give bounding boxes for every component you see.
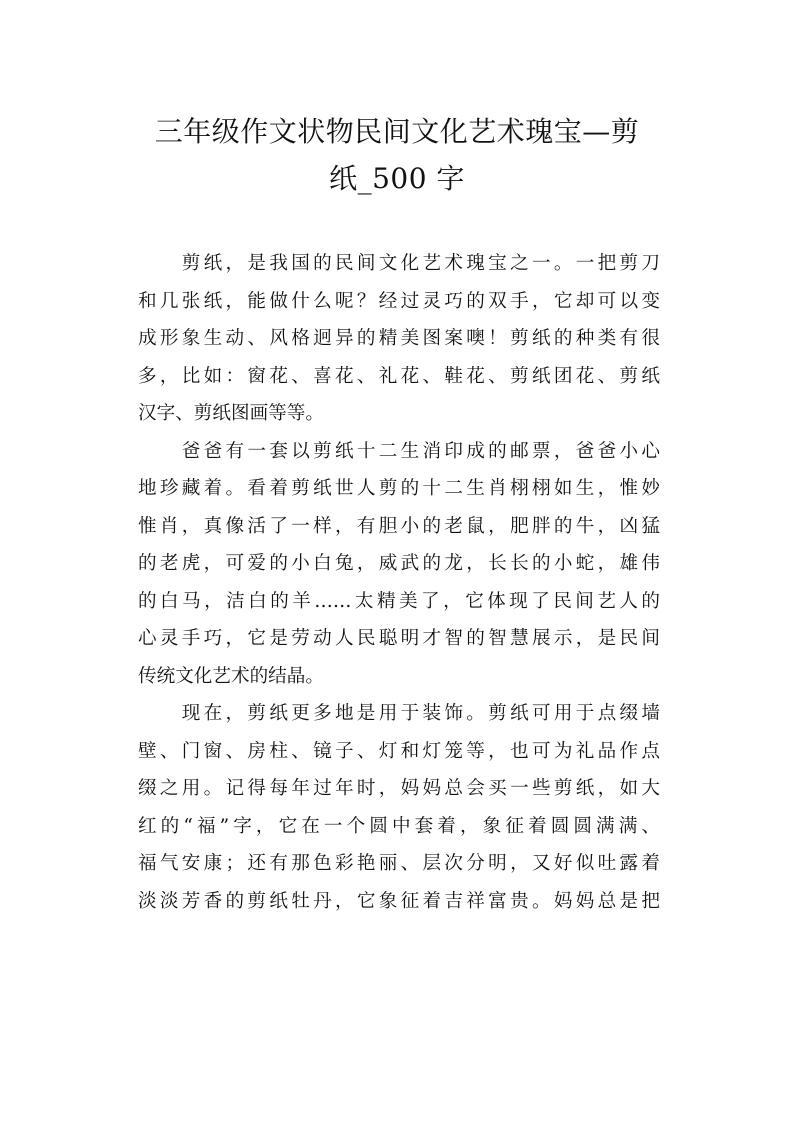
text-line: 汉字、剪纸图画等等。 bbox=[138, 403, 324, 424]
text-line: 多，比如：窗花、喜花、礼花、鞋花、剪纸团花、剪纸 bbox=[138, 365, 660, 387]
document-body bbox=[138, 245, 660, 920]
text-line: 地珍藏着。看着剪纸世人剪的十二生肖栩栩如生，惟妙 bbox=[138, 478, 660, 499]
text-line: 爸爸有一套以剪纸十二生消印成的邮票，爸爸小心 bbox=[138, 440, 660, 462]
text-line: 惟肖，真像活了一样，有胆小的老鼠，肥胖的牛，凶猛 bbox=[138, 515, 660, 537]
text-line: 和几张纸，能做什么呢？经过灵巧的双手，它却可以变 bbox=[138, 290, 660, 312]
document-title bbox=[120, 108, 674, 202]
text-line: 传统文化艺术的结晶。 bbox=[138, 665, 324, 687]
paragraph-2 bbox=[138, 433, 660, 696]
text-line: 的白马，洁白的羊……太精美了，它体现了民间艺人的 bbox=[138, 590, 660, 612]
title-line-1: 三年级作文状物民间文化艺术瑰宝—剪 bbox=[154, 115, 640, 148]
text-line: 剪纸，是我国的民间文化艺术瑰宝之一。一把剪刀 bbox=[138, 253, 660, 274]
text-line: 心灵手巧，它是劳动人民聪明才智的智慧展示，是民间 bbox=[138, 628, 660, 649]
text-line: 福气安康；还有那色彩艳丽、层次分明，又好似吐露着 bbox=[138, 853, 660, 874]
text-line: 红的“福”字，它在一个圆中套着，象征着圆圆满满、 bbox=[138, 815, 660, 837]
paragraph-3 bbox=[138, 695, 660, 920]
text-line: 壁、门窗、房柱、镜子、灯和灯笼等，也可为礼品作点 bbox=[138, 740, 660, 762]
text-line: 缀之用。记得每年过年时，妈妈总会买一些剪纸，如大 bbox=[138, 778, 660, 799]
paragraph-1 bbox=[138, 245, 660, 433]
title-line-2: 纸_500 字 bbox=[329, 162, 465, 195]
text-line: 成形象生动、风格迥异的精美图案噢！剪纸的种类有很 bbox=[138, 328, 660, 349]
text-line: 现在，剪纸更多地是用于装饰。剪纸可用于点缀墙 bbox=[138, 703, 660, 724]
text-line: 的老虎，可爱的小白兔，威武的龙，长长的小蛇，雄伟 bbox=[138, 553, 660, 574]
text-line: 淡淡芳香的剪纸牡丹，它象征着吉祥富贵。妈妈总是把 bbox=[138, 890, 660, 912]
